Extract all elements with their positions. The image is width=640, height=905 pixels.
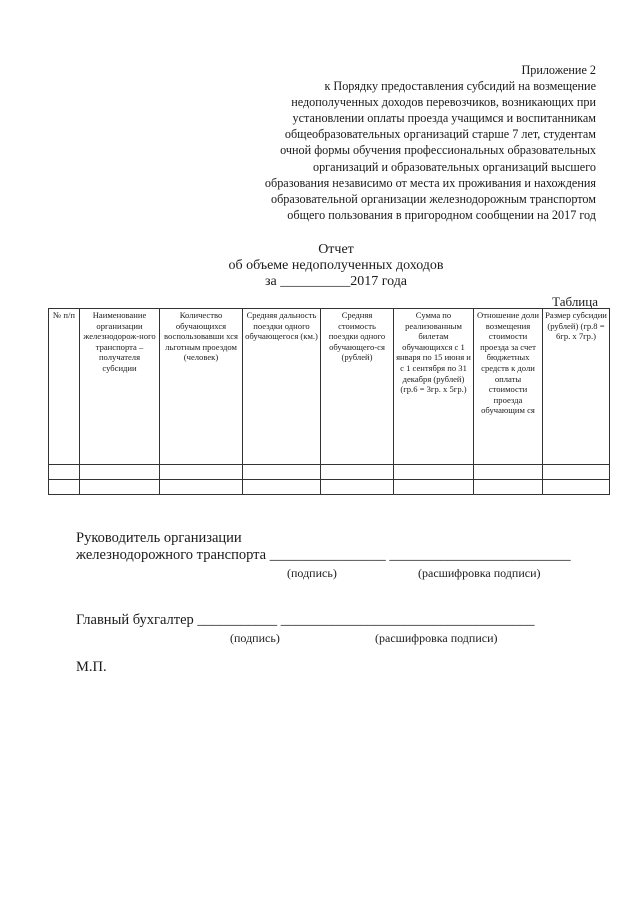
table-cell[interactable] (474, 465, 543, 480)
table-cell[interactable] (543, 465, 610, 480)
appendix-line: Приложение 2 (521, 63, 596, 77)
appendix-line: образовательной организации железнодорожным транспортом (270, 191, 596, 206)
table-cell[interactable] (243, 480, 321, 495)
report-title-block (0, 242, 640, 290)
col-header-subsidy: Размер субсидии (рублей) (гр.8 = 6гр. х 7гр.) (543, 309, 610, 465)
col-header-students-count: Количество обучающихся воспользовавши хся льготным проездом (человек) (160, 309, 243, 465)
director-signature-line: железнодорожного транспорта ________________ _________________________ (76, 547, 571, 563)
director-sign-caption: (подпись) (287, 566, 337, 580)
accountant-signature-line: Главный бухгалтер ___________ ___________________________________ (76, 612, 535, 628)
report-period: за __________2017 года (264, 274, 408, 289)
report-title: Отчет (318, 242, 354, 257)
appendix-line: общеобразовательных организаций старше 7 лет, студентам (284, 127, 596, 142)
col-header-organization: Наименование организации железнодорож-ного транспорта – получателя субсидии (80, 309, 160, 465)
col-header-ratio: Отношение доли возмещения стоимости проезда за счет бюджетных средств к доли оплаты стоимости проезда обучающим ся (474, 309, 543, 465)
appendix-line: к Порядку предоставления субсидий на возмещение (324, 79, 596, 94)
director-label: Руководитель организации (76, 530, 242, 546)
table-cell[interactable] (243, 465, 321, 480)
col-header-number: № п/п (49, 309, 80, 465)
table-cell[interactable] (543, 480, 610, 495)
table-header-row (49, 309, 610, 465)
table-cell[interactable] (321, 465, 394, 480)
table-cell[interactable] (49, 480, 80, 495)
table-cell[interactable] (160, 480, 243, 495)
appendix-line: установлении оплаты проезда учащимся и воспитанникам (292, 111, 596, 126)
appendix-line: организаций и образовательных организаций высшего (312, 159, 596, 174)
col-header-ticket-sum: Сумма по реализованным билетам обучающихся с 1 января по 15 июня и с 1 сентября по 31 декабря (рублей) (гр.6 = 3гр. х 5гр.) (394, 309, 474, 465)
table-cell[interactable] (160, 465, 243, 480)
table-row (49, 480, 610, 495)
accountant-sign-caption: (подпись) (230, 631, 280, 645)
appendix-line: недополученных доходов перевозчиков, возникающих при (291, 95, 596, 110)
table-row (49, 465, 610, 480)
table-cell[interactable] (80, 480, 160, 495)
accountant-decode-caption: (расшифровка подписи) (375, 631, 498, 645)
report-subtitle: об объеме недополученных доходов (228, 258, 444, 273)
table-cell[interactable] (474, 480, 543, 495)
appendix-header (210, 62, 596, 223)
table-cell[interactable] (80, 465, 160, 480)
col-header-avg-distance: Средняя дальность поездки одного обучающегося (км.) (243, 309, 321, 465)
table-label: Таблица (552, 294, 598, 309)
table-cell[interactable] (394, 480, 474, 495)
appendix-line: образования независимо от места их проживания и нахождения (264, 175, 596, 190)
stamp-place: М.П. (76, 659, 107, 675)
table-cell[interactable] (321, 480, 394, 495)
col-header-avg-cost: Средняя стоимость поездки одного обучающего-ся (рублей) (321, 309, 394, 465)
director-decode-caption: (расшифровка подписи) (418, 566, 541, 580)
table-cell[interactable] (394, 465, 474, 480)
appendix-line: общего пользования в пригородном сообщении на 2017 год (287, 207, 596, 222)
table-cell[interactable] (49, 465, 80, 480)
report-table (48, 308, 610, 495)
appendix-line: очной формы обучения профессиональных образовательных (280, 143, 596, 158)
